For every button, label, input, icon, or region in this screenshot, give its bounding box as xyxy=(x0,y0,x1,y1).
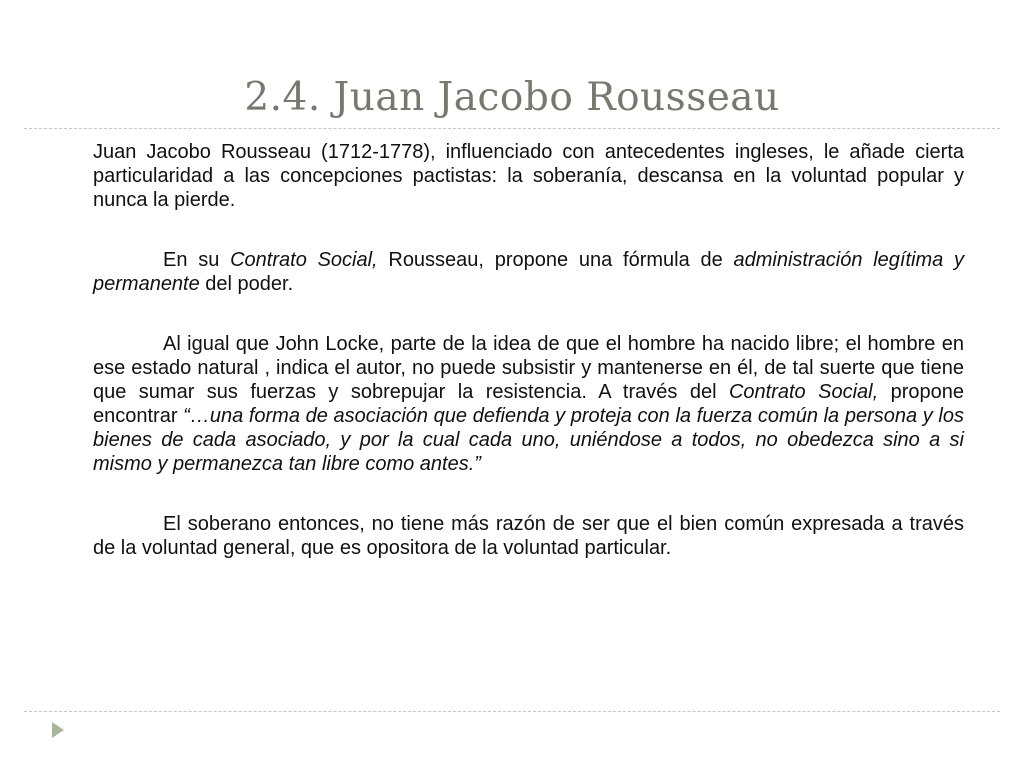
body-paragraph xyxy=(93,140,964,212)
text-run: El soberano entonces, no tiene más razón de ser que el bien común expresada a través de la voluntad general, que es opositora de la voluntad particular. xyxy=(93,513,964,559)
text-run: Al igual que John Locke, parte de la idea de que el hombre ha nacido libre; el hombre en ese estado natural , indica el autor, no puede subsistir y mantenerse en él, de tal suerte que tiene que sumar sus fuerzas y sobrepujar la resistencia. A través del xyxy=(93,333,964,403)
slide-title: 2.4. Juan Jacobo Rousseau xyxy=(244,75,780,120)
body-paragraph xyxy=(93,248,964,296)
italic-text: Contrato Social, xyxy=(728,381,879,403)
title-divider xyxy=(24,128,1000,129)
body-paragraph xyxy=(93,512,964,560)
text-run: propone encontrar xyxy=(93,381,964,427)
text-run: Rousseau, propone una fórmula de xyxy=(377,249,734,271)
text-run: del poder. xyxy=(199,273,294,295)
italic-text: “…una forma de asociación que defienda y proteja con la fuerza común la persona y los bienes de cada asociado, y por la cual cada uno, uniéndose a todos, no obedezca sino a si mismo y permanezca tan libre como antes.” xyxy=(93,405,964,475)
text-run: Juan Jacobo Rousseau (1712-1778), influenciado con antecedentes ingleses, le añade cierta particularidad a las concepciones pactistas: la soberanía, descansa en la voluntad popular y nunca la pierde. xyxy=(93,141,964,211)
italic-text: administración legítima y permanente xyxy=(93,249,964,295)
footer-divider xyxy=(24,711,1000,712)
triangle-bullet-icon xyxy=(52,722,64,738)
slide-body xyxy=(93,140,964,560)
italic-text: Contrato Social, xyxy=(230,249,378,271)
body-paragraph xyxy=(93,332,964,476)
text-run: En su xyxy=(163,249,231,271)
